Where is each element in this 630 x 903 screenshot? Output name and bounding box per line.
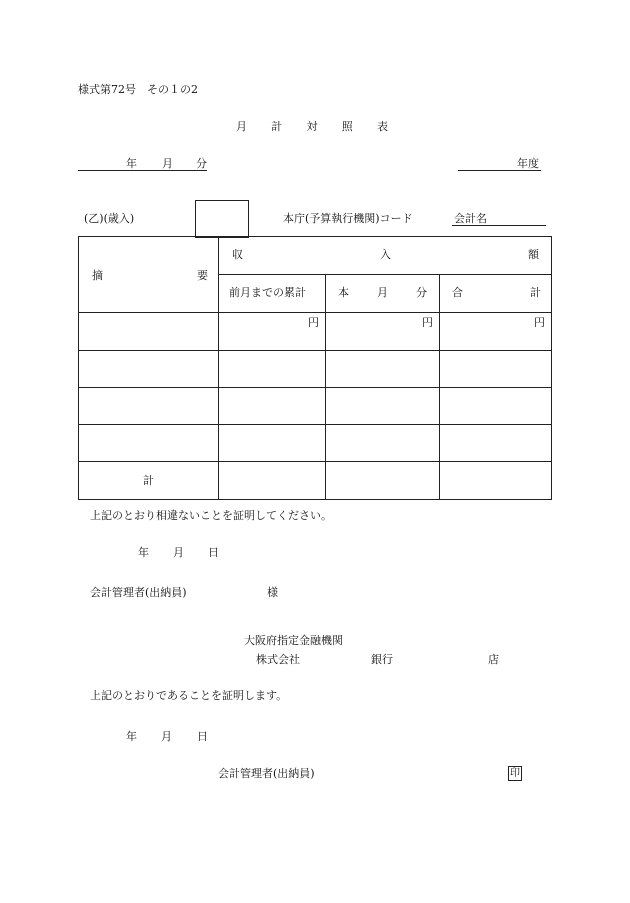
description-cell bbox=[79, 425, 219, 462]
title-char: 対 bbox=[306, 120, 318, 133]
date-2-month: 月 bbox=[161, 730, 172, 743]
amount-cell bbox=[440, 388, 552, 425]
table-row bbox=[79, 313, 552, 351]
amount-cell bbox=[326, 351, 440, 388]
this-month-char: 分 bbox=[416, 286, 427, 299]
form-number: 様式第72号 その１の2 bbox=[78, 83, 198, 96]
title-char: 表 bbox=[377, 120, 388, 133]
this-month-label bbox=[338, 287, 427, 298]
description-cell bbox=[79, 388, 219, 425]
date-1-month: 月 bbox=[173, 546, 184, 559]
this-month-char: 月 bbox=[377, 286, 388, 299]
previous-cumulative-header bbox=[219, 275, 326, 313]
amount-cell bbox=[219, 388, 326, 425]
total-row-label: 計 bbox=[143, 474, 154, 487]
description-cell bbox=[79, 351, 219, 388]
amount-cell bbox=[326, 425, 440, 462]
document-title bbox=[236, 121, 388, 132]
code-box bbox=[195, 200, 249, 238]
amount-cell bbox=[440, 425, 552, 462]
seal-stamp-box bbox=[508, 766, 522, 781]
amount-cell bbox=[219, 313, 326, 351]
period-part: 分 bbox=[196, 157, 207, 170]
this-month-header bbox=[326, 275, 440, 313]
description-header-cell bbox=[79, 237, 219, 313]
amount-cell bbox=[326, 462, 440, 500]
amount-cell bbox=[440, 462, 552, 500]
period-year: 年 bbox=[126, 157, 137, 170]
date-1-day: 日 bbox=[208, 546, 219, 559]
certify-statement-text: 上記のとおりであることを証明します。 bbox=[90, 689, 288, 702]
recipient-title: 会計管理者(出納員) bbox=[90, 586, 187, 599]
category-label: (乙)(歳入) bbox=[84, 212, 135, 225]
total-label bbox=[452, 287, 541, 298]
bank-name: 銀行 bbox=[371, 653, 393, 666]
date-2-day: 日 bbox=[197, 730, 208, 743]
income-header-char: 入 bbox=[380, 248, 391, 261]
recipient-honorific: 様 bbox=[267, 586, 278, 599]
income-header bbox=[232, 249, 539, 260]
unit-label: 円 bbox=[422, 316, 433, 329]
signer-title: 会計管理者(出納員) bbox=[218, 767, 315, 780]
bank-branch: 店 bbox=[488, 653, 499, 666]
date-1-year: 年 bbox=[138, 546, 149, 559]
amount-cell bbox=[440, 313, 552, 351]
seal-char: 印 bbox=[510, 768, 520, 779]
total-row bbox=[79, 462, 552, 500]
total-row-label-cell bbox=[79, 462, 219, 500]
account-name-label: 会計名 bbox=[454, 212, 487, 225]
unit-label: 円 bbox=[308, 316, 319, 329]
unit-label: 円 bbox=[534, 316, 545, 329]
description-header bbox=[92, 270, 208, 281]
date-2-year: 年 bbox=[126, 730, 137, 743]
income-header-char: 額 bbox=[528, 248, 539, 261]
income-header-cell bbox=[219, 237, 552, 275]
total-char: 計 bbox=[530, 286, 541, 299]
fiscal-year-label: 年度 bbox=[517, 157, 539, 170]
table-row bbox=[79, 388, 552, 425]
code-label: 本庁(予算執行機関)コード bbox=[283, 212, 413, 225]
amount-cell bbox=[326, 388, 440, 425]
account-name-underline bbox=[452, 225, 546, 226]
this-month-char: 本 bbox=[338, 286, 349, 299]
title-char: 照 bbox=[341, 120, 353, 133]
bank-company: 株式会社 bbox=[256, 653, 300, 666]
period-underline bbox=[78, 170, 207, 171]
title-char: 月 bbox=[236, 120, 247, 133]
fiscal-year-underline bbox=[458, 170, 541, 171]
report-table bbox=[78, 236, 552, 500]
amount-cell bbox=[219, 462, 326, 500]
amount-cell bbox=[219, 425, 326, 462]
bank-institution: 大阪府指定金融機関 bbox=[244, 634, 343, 647]
description-header-char: 要 bbox=[197, 268, 208, 282]
income-header-char: 収 bbox=[232, 248, 243, 261]
description-header-char: 摘 bbox=[92, 268, 103, 282]
amount-cell bbox=[219, 351, 326, 388]
amount-cell bbox=[440, 351, 552, 388]
description-cell bbox=[79, 313, 219, 351]
certify-request-text: 上記のとおり相違ないことを証明してください。 bbox=[90, 509, 332, 522]
amount-cell bbox=[326, 313, 440, 351]
title-char: 計 bbox=[271, 120, 283, 133]
total-char: 合 bbox=[452, 286, 463, 299]
total-header bbox=[440, 275, 552, 313]
table-row bbox=[79, 351, 552, 388]
previous-cumulative-label: 前月までの累計 bbox=[229, 286, 306, 299]
period-month: 月 bbox=[162, 157, 173, 170]
table-row bbox=[79, 425, 552, 462]
